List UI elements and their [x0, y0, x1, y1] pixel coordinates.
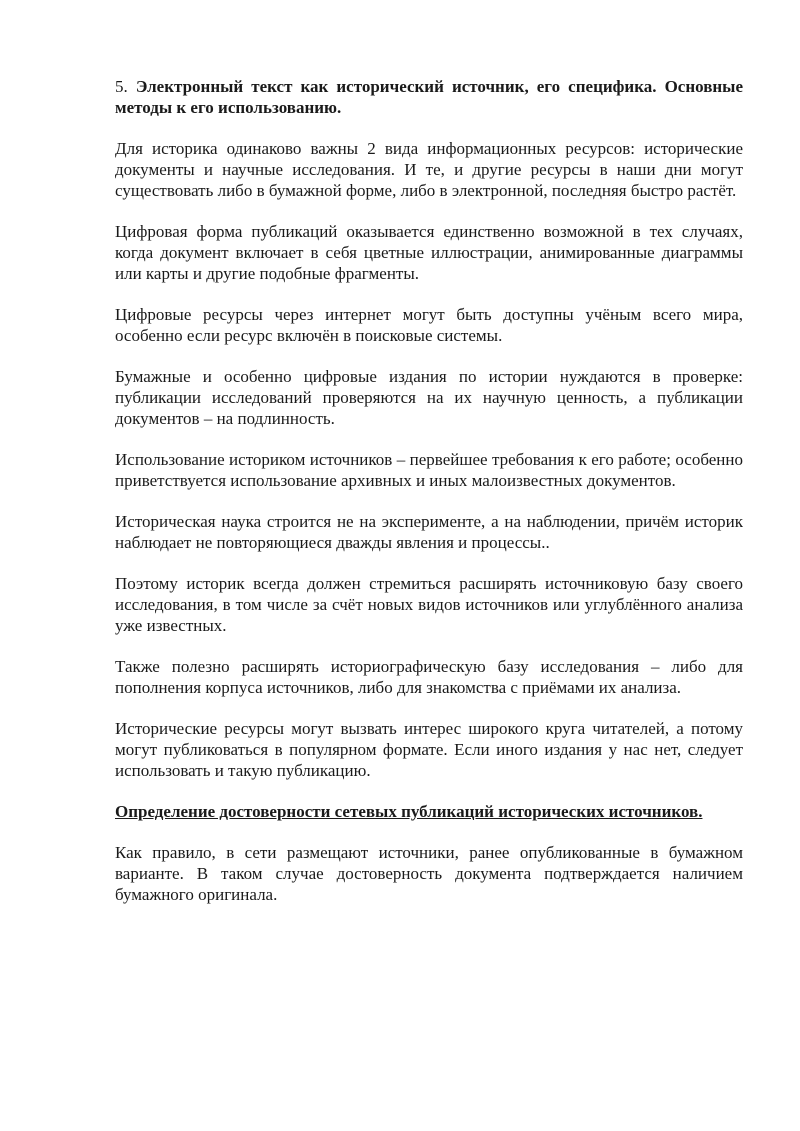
section-title: [115, 76, 743, 118]
paragraph-2: Цифровая форма публикаций оказывается единственно возможной в тех случаях, когда документ включает в себя цветные иллюстрации, анимированные диаграммы или карты и другие подобные фрагменты.: [115, 222, 743, 283]
paragraph-3: Цифровые ресурсы через интернет могут быть доступны учёным всего мира, особенно если ресурс включён в поисковые системы.: [115, 305, 743, 345]
section-number: 5.: [115, 77, 128, 96]
paragraph-6: Историческая наука строится не на эксперименте, а на наблюдении, причём историк наблюдает не повторяющиеся дважды явления и процессы..: [115, 512, 743, 552]
paragraph-9: Исторические ресурсы могут вызвать интерес широкого круга читателей, а потому могут публиковаться в популярном формате. Если иного издания у нас нет, следует использовать и такую публикацию.: [115, 719, 743, 780]
paragraph-7: Поэтому историк всегда должен стремиться расширять источниковую базу своего исследования, в том числе за счёт новых видов источников или углублённого анализа уже известных.: [115, 574, 743, 635]
subsection-paragraph: Как правило, в сети размещают источники, ранее опубликованные в бумажном варианте. В таком случае достоверность документа подтверждается наличием бумажного оригинала.: [115, 843, 743, 904]
document-page: [115, 76, 743, 925]
subsection-heading: Определение достоверности сетевых публикаций исторических источников.: [115, 802, 703, 821]
paragraph-8: Также полезно расширять историографическую базу исследования – либо для пополнения корпуса источников, либо для знакомства с приёмами их анализа.: [115, 657, 743, 697]
paragraph-1: Для историка одинаково важны 2 вида информационных ресурсов: исторические документы и научные исследования. И те, и другие ресурсы в наши дни могут существовать либо в бумажной форме, либо в электронной, последняя быстро растёт.: [115, 139, 743, 200]
paragraph-5: Использование историком источников – первейшее требования к его работе; особенно приветствуется использование архивных и иных малоизвестных документов.: [115, 450, 743, 490]
paragraph-4: Бумажные и особенно цифровые издания по истории нуждаются в проверке: публикации исследований проверяются на их научную ценность, а публикации документов – на подлинность.: [115, 367, 743, 428]
section-title-text: Электронный текст как исторический источник, его специфика. Основные методы к его использованию.: [115, 77, 744, 117]
